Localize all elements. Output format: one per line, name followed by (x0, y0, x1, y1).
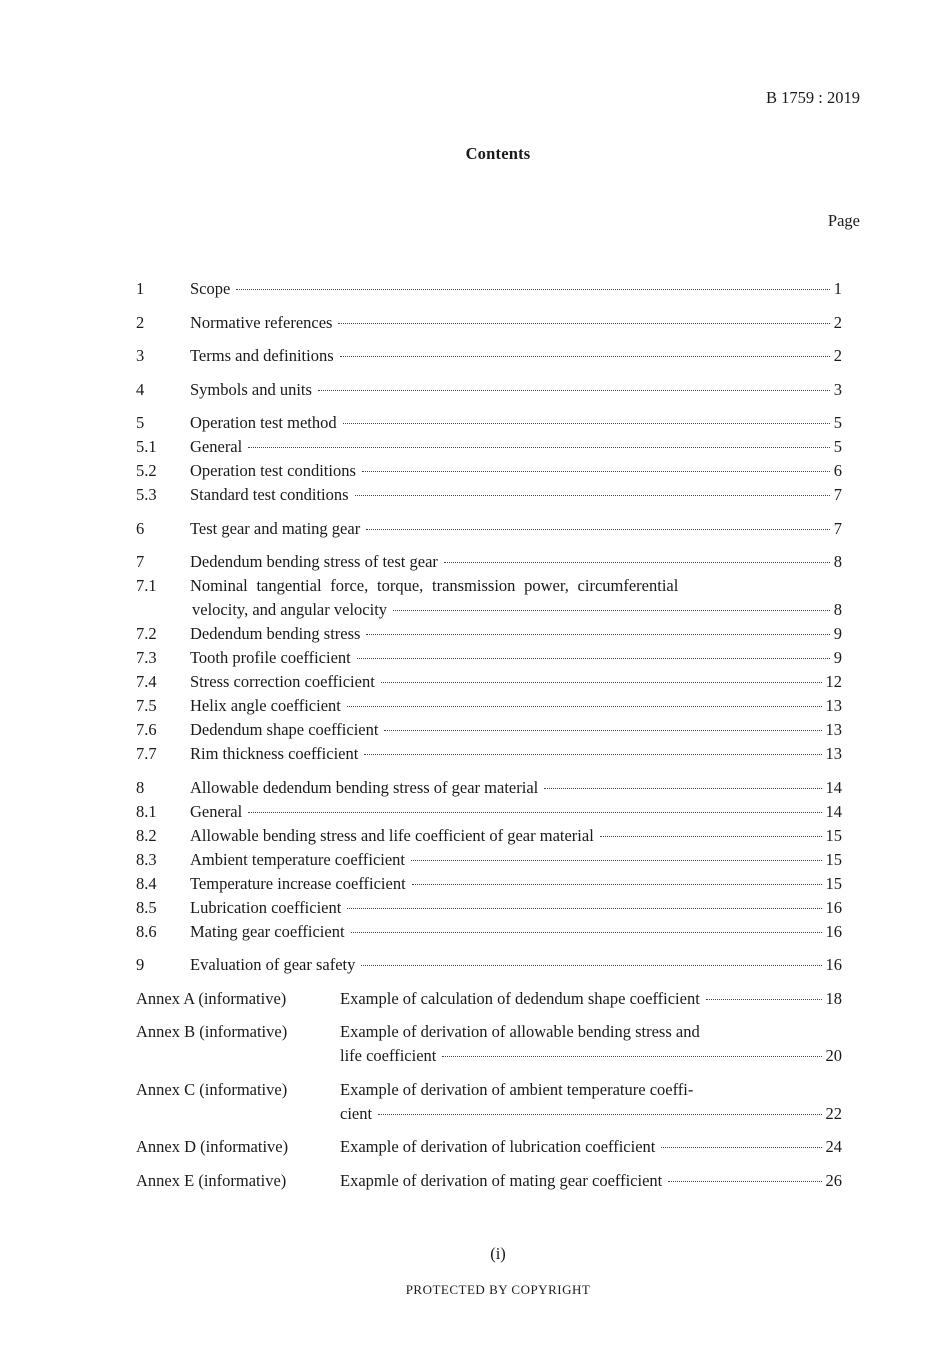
toc-entry-page: 13 (825, 696, 842, 715)
annex-title: Example of calculation of dedendum shape coefficient (340, 988, 700, 1008)
toc-entry-title: Allowable bending stress and life coefficient of gear material (190, 825, 594, 845)
toc-entry-title: Normative references (190, 312, 333, 332)
toc-entry-page: 8 (833, 552, 842, 571)
toc-entry-title: Symbols and units (190, 379, 312, 399)
toc-entry-page: 14 (825, 801, 842, 821)
dot-leader (444, 562, 830, 563)
toc-entry[interactable] (136, 800, 842, 824)
annex-title: Example of derivation of allowable bending stress and (340, 1022, 700, 1041)
toc-entry-page: 9 (833, 648, 842, 667)
toc-entry-title: Operation test method (190, 413, 337, 432)
toc-entry[interactable] (136, 694, 842, 718)
annex-entry[interactable] (136, 1135, 842, 1159)
dot-leader (362, 471, 830, 472)
toc-entry-title: Evaluation of gear safety (190, 955, 356, 974)
dot-leader (355, 495, 830, 496)
toc-entry-page: 16 (825, 955, 842, 974)
annex-page: 26 (825, 1170, 842, 1190)
toc-entry-number: 2 (136, 312, 145, 332)
annex-body (340, 1135, 842, 1159)
toc-entry-number: 7.4 (136, 672, 157, 691)
toc-entry-page: 16 (825, 897, 842, 917)
annex-label: Annex D (informative) (136, 1137, 289, 1156)
toc-entry-number: 6 (136, 518, 145, 538)
toc-entry-title: Dedendum bending stress (190, 624, 361, 643)
toc-entry-title: Tooth profile coefficient (190, 648, 351, 667)
toc-entry-page: 13 (825, 720, 842, 739)
toc-entry-number: 9 (136, 955, 145, 974)
toc-entry-number: 7.3 (136, 648, 157, 667)
annex-label: Annex E (informative) (136, 1170, 287, 1190)
annex-title-line (340, 1078, 842, 1102)
annex-entry[interactable] (136, 987, 842, 1011)
toc-entry-title: Nominal tangential force, torque, transmission power, circumferential (190, 576, 679, 595)
toc-entry[interactable] (136, 670, 842, 694)
toc-entry[interactable] (136, 920, 842, 944)
annex-title-line (340, 1102, 842, 1126)
toc-entry-title: Operation test conditions (190, 461, 356, 480)
toc-entry-number: 8 (136, 777, 145, 797)
toc-entry[interactable] (136, 848, 842, 872)
toc-entry[interactable] (136, 311, 842, 335)
page-column-label: Page (827, 211, 860, 230)
dot-leader (343, 423, 830, 424)
toc-entry-title: Allowable dedendum bending stress of gear material (190, 777, 539, 797)
dot-leader (378, 1114, 821, 1115)
dot-leader (661, 1147, 821, 1148)
annex-title: life coefficient (340, 1046, 437, 1065)
dot-leader (361, 965, 821, 966)
toc-entry-title: Rim thickness coefficient (190, 744, 359, 763)
toc-entry-page: 16 (825, 921, 842, 941)
toc-entry-title: Lubrication coefficient (190, 897, 342, 917)
dot-leader (248, 447, 830, 448)
dot-leader (442, 1056, 821, 1057)
annex-body (340, 987, 842, 1011)
toc-entry[interactable] (136, 646, 842, 670)
toc-entry[interactable] (136, 344, 842, 368)
dot-leader (544, 788, 821, 789)
toc-entry-number: 8.5 (136, 897, 157, 917)
dot-leader (248, 812, 821, 813)
toc-entry-number: 5 (136, 413, 145, 432)
toc-entry-number: 7.1 (136, 576, 157, 595)
copyright-notice: PROTECTED BY COPYRIGHT (405, 1282, 591, 1297)
toc-entry-title: Helix angle coefficient (190, 696, 341, 715)
dot-leader (347, 908, 821, 909)
toc-entry-title: Mating gear coefficient (190, 921, 345, 941)
annex-title-line (340, 1044, 842, 1068)
annex-title: Example of derivation of ambient temperature coeffi- (340, 1079, 694, 1099)
dot-leader (347, 706, 822, 707)
annex-label: Annex A (informative) (136, 988, 287, 1008)
toc-entry[interactable] (136, 411, 842, 435)
annex-body (340, 1169, 842, 1193)
toc-entry-page: 7 (833, 518, 842, 538)
toc-entry-page: 14 (825, 777, 842, 797)
toc-entry-page: 5 (833, 413, 842, 432)
toc-entry-number: 7 (136, 552, 145, 571)
toc-entry-title: General (190, 801, 243, 821)
toc-entry-page: 7 (833, 485, 842, 504)
dot-leader (393, 610, 830, 611)
annex-label: Annex B (informative) (136, 1022, 288, 1041)
dot-leader (340, 356, 830, 357)
toc-entry-page: 2 (833, 312, 842, 332)
toc-entry-title: Dedendum shape coefficient (190, 720, 379, 739)
toc-entry[interactable] (136, 622, 842, 646)
annex-page: 20 (825, 1046, 842, 1065)
toc-entry[interactable] (136, 378, 842, 402)
toc-entry-page: 12 (825, 672, 842, 691)
annex-entry[interactable] (136, 1169, 842, 1193)
annex-title-line (340, 1020, 842, 1044)
table-of-contents (136, 277, 842, 1193)
document-id: B 1759 : 2019 (766, 88, 860, 107)
toc-entry-title-continued: velocity, and angular velocity (192, 600, 388, 619)
toc-entry[interactable] (136, 872, 842, 896)
annex-page: 24 (825, 1137, 842, 1156)
toc-entry-number: 7.2 (136, 624, 157, 643)
toc-entry-page: 3 (833, 379, 842, 399)
toc-entry[interactable] (136, 517, 842, 541)
toc-entry-number: 7.5 (136, 696, 157, 715)
toc-entry-page: 2 (833, 346, 842, 365)
toc-entry[interactable] (136, 718, 842, 742)
annex-label: Annex C (informative) (136, 1079, 288, 1099)
toc-entry-title: Temperature increase coefficient (190, 873, 406, 893)
toc-entry-page: 6 (833, 461, 842, 480)
toc-entry[interactable] (136, 896, 842, 920)
toc-entry-continuation[interactable] (136, 598, 842, 622)
dot-leader (366, 634, 829, 635)
toc-entry-page: 13 (825, 744, 842, 763)
toc-entry-title: Test gear and mating gear (190, 518, 361, 538)
dot-leader (351, 932, 822, 933)
dot-leader (384, 730, 821, 731)
toc-entry-title: Stress correction coefficient (190, 672, 375, 691)
toc-entry-title: Standard test conditions (190, 485, 349, 504)
annex-title-line (340, 1169, 842, 1193)
page-title: Contents (465, 144, 531, 163)
toc-entry[interactable] (136, 953, 842, 977)
dot-leader (381, 682, 822, 683)
dot-leader (236, 289, 829, 290)
annex-page: 22 (825, 1103, 842, 1123)
annex-title: Example of derivation of lubrication coefficient (340, 1137, 656, 1156)
toc-entry[interactable] (136, 824, 842, 848)
toc-entry-page: 15 (825, 873, 842, 893)
dot-leader (338, 323, 829, 324)
toc-entry-number: 5.1 (136, 437, 157, 456)
toc-entry[interactable] (136, 277, 842, 301)
toc-entry-number: 5.2 (136, 461, 157, 480)
toc-entry-number: 8.3 (136, 849, 157, 869)
toc-entry-number: 7.7 (136, 744, 157, 763)
toc-entry-title: Dedendum bending stress of test gear (190, 552, 438, 571)
dot-leader (357, 658, 830, 659)
toc-entry-page: 8 (833, 600, 842, 619)
toc-entry-page: 5 (833, 437, 842, 456)
toc-entry-number: 8.1 (136, 801, 157, 821)
dot-leader (411, 860, 821, 861)
annex-page: 18 (825, 988, 842, 1008)
toc-entry[interactable] (136, 459, 842, 483)
dot-leader (364, 754, 821, 755)
toc-entry-page: 15 (825, 825, 842, 845)
toc-entry-number: 8.6 (136, 921, 157, 941)
toc-entry-number: 4 (136, 379, 145, 399)
toc-entry-number: 8.2 (136, 825, 157, 845)
dot-leader (412, 884, 822, 885)
toc-entry-title: Terms and definitions (190, 346, 334, 365)
page-number: (i) (490, 1244, 506, 1263)
toc-entry[interactable] (136, 742, 842, 766)
toc-entry-number: 1 (136, 279, 145, 298)
toc-entry-title: General (190, 437, 243, 456)
annex-title: cient (340, 1103, 373, 1123)
annex-body (340, 1078, 842, 1126)
annex-entry[interactable] (136, 1078, 842, 1126)
toc-entry-number: 5.3 (136, 485, 157, 504)
toc-entry-page: 15 (825, 849, 842, 869)
dot-leader (668, 1181, 821, 1182)
toc-entry-title: Ambient temperature coefficient (190, 849, 406, 869)
toc-entry[interactable] (136, 435, 842, 459)
annex-title-line (340, 1135, 842, 1159)
toc-entry[interactable] (136, 776, 842, 800)
toc-entry[interactable] (136, 483, 842, 507)
dot-leader (318, 390, 830, 391)
toc-entry-page: 1 (833, 279, 842, 298)
dot-leader (600, 836, 822, 837)
toc-entry-title: Scope (190, 279, 231, 298)
annex-body (340, 1020, 842, 1068)
annex-entry[interactable] (136, 1020, 842, 1068)
toc-entry-number: 3 (136, 346, 145, 365)
dot-leader (706, 999, 822, 1000)
toc-entry-page: 9 (833, 624, 842, 643)
toc-entry-number: 7.6 (136, 720, 157, 739)
annex-title: Exapmle of derivation of mating gear coefficient (340, 1170, 663, 1190)
toc-entry[interactable] (136, 550, 842, 574)
toc-entry-number: 8.4 (136, 873, 157, 893)
annex-title-line (340, 987, 842, 1011)
dot-leader (366, 529, 830, 530)
toc-entry[interactable] (136, 574, 842, 598)
